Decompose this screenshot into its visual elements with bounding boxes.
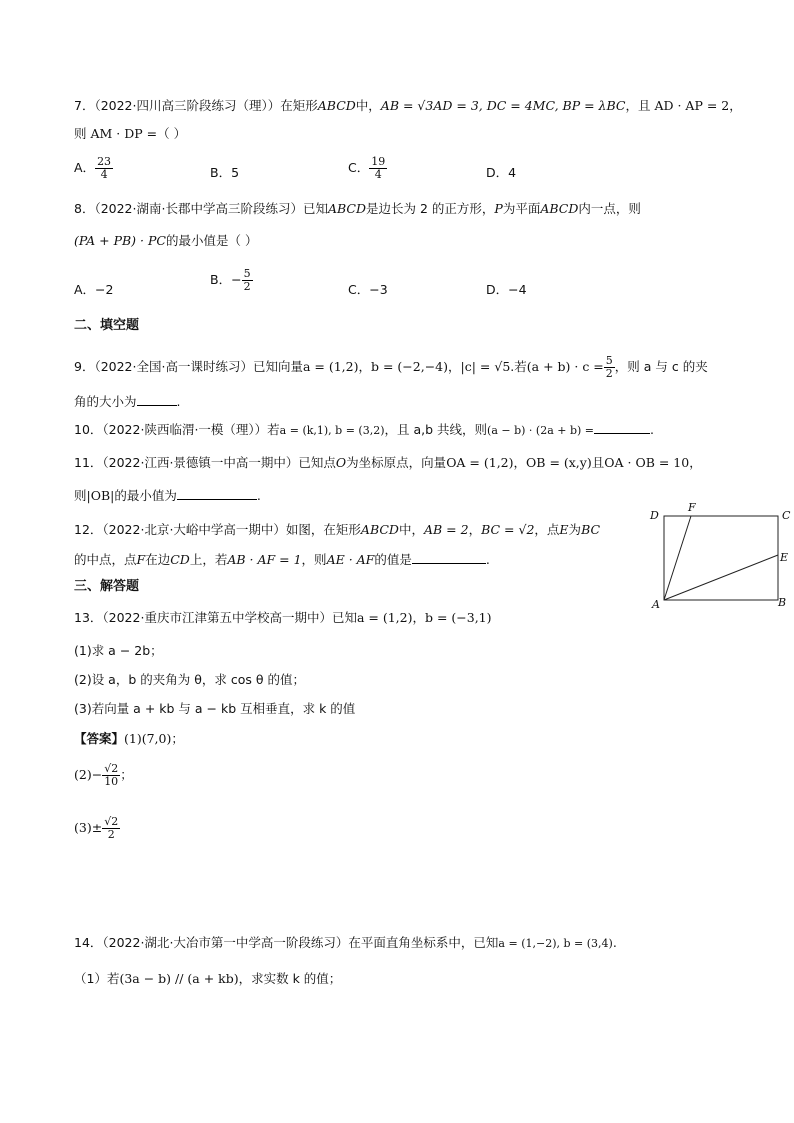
q8-rect2: ABCD [540,201,579,216]
q8-text1: 8．（2022·湖南·长郡中学高三阶段练习）已知 [74,201,328,216]
q10-text2: ，且 a,b 共线，则 [384,422,488,437]
q12-line2a: 的中点，点 [74,552,137,567]
q14-line1 [74,934,617,953]
q12-line2e: 的值是 [374,552,412,567]
q12-rect: ABCD [360,522,399,537]
q7-rect: ABCD [317,98,356,113]
q12-end: . [485,552,490,567]
q7-line2 [74,125,186,143]
q11-line1: 11．（2022·江西·景德镇一中高一期中）已知点O为坐标原点，向量OA = (1,2)，OB = (x,y)且OA · OB = 10， [74,455,702,470]
frac-den: 2 [605,367,613,380]
q7-option-c-label: C． [348,160,370,175]
frac-num: 19 [371,155,386,168]
answer-tag: 【答案】 [74,731,125,746]
q11-vector-oa: OA = (1,2) [446,455,514,470]
q13-answer-2 [74,763,133,788]
frac-num: 5 [243,267,251,280]
q11-line2 [74,487,261,505]
q12-bc: BC = √2 [481,522,535,537]
q12-line2b: 在边 [145,552,171,567]
q13-answer-1: (1)(7,0)； [124,731,184,746]
label-c: C [782,509,791,522]
q9-text2: .若 [510,359,527,374]
q14-end: . [612,935,617,950]
q12-text4: 为 [568,522,582,537]
q13-line1: 13．（2022·重庆市江津第五中学校高一期中）已知a = (1,2)，b = (−3,1) [74,610,492,625]
q7-line2-text: 则 AM · DP =（ ） [74,126,187,141]
q10-text1: 10．（2022·陕西临渭·一模（理））若 [74,422,280,437]
label-e: E [780,551,789,564]
section-solution-heading: 三、解答题 [74,579,140,594]
q7-option-c-frac [369,156,387,181]
q9-line2-text: 角的大小为 [74,394,137,409]
q7-source: 7．（2022·四川高三阶段练习（理））在矩形 [74,98,318,113]
q7-mid: 中， [355,98,381,113]
q11-vector-ob: OB = (x,y) [526,455,592,470]
q11-text3: 且 [591,455,605,470]
label-a: A [652,598,660,611]
q10-line [74,421,654,440]
q8-rect: ABCD [327,201,366,216]
q12-text2: 中， [398,522,424,537]
rect-abcd [664,516,778,600]
q12-line2c: 上，若 [189,552,228,567]
q12-line1: 12．（2022·北京·大峪中学高一期中）如图，在矩形ABCD中，AB = 2，BC = √2，点E为BC [74,522,601,537]
q10-end: . [650,422,655,437]
q12-ask: AE · AF [326,552,375,567]
q7-option-a-frac [95,156,113,181]
frac-den: 2 [102,828,120,841]
q8-line1 [74,200,641,218]
q8-option-b [210,268,253,293]
q9-answer-blank[interactable] [137,393,177,406]
q7-line1 [74,97,742,115]
frac-den: 4 [369,168,387,181]
q7-option-c [348,156,387,181]
q7-option-b: B．5 [210,165,240,180]
q14-part1 [74,970,341,988]
q12-answer-blank[interactable] [412,551,486,564]
q8-option-c: C．−3 [348,282,388,297]
q12-segment-bc: BC [581,522,601,537]
q7-option-d: D．4 [486,165,517,180]
q12-text1: 12．（2022·北京·大峪中学高一期中）如图，在矩形 [74,522,361,537]
q8-option-a: A．−2 [74,282,114,297]
segment-ae [664,555,778,600]
frac-den: 2 [243,280,251,293]
q12-segment-cd: CD [170,552,190,567]
q13-answer-3-prefix: (3)± [74,820,103,835]
frac-num: 5 [605,354,613,367]
q9-expression: (a + b) · c = [526,359,604,374]
q11-end: . [256,488,261,503]
q11-line2b: 的最小值为 [114,488,177,503]
q10-expression: (a − b) · (2a + b) = [487,424,595,437]
q8-ask: 的最小值是（ ） [165,233,258,248]
q12-line2 [74,551,490,569]
q8-text2: 是边长为 2 的正方形， [366,201,495,216]
q14-part1-expression: (3a − b) // (a + kb) [119,971,239,986]
q14-cond: a = (1,−2), b = (3,4) [498,937,613,950]
q11-text1: 11．（2022·江西·景德镇一中高一期中）已知点 [74,455,336,470]
q9-text1: 9．（2022·全国·高一课时练习）已知向量 [74,359,303,374]
q11-answer-blank[interactable] [177,487,257,500]
segment-af [664,516,691,600]
q12-cond: AB · AF = 1 [227,552,302,567]
section-fill-in-heading: 二、填空题 [74,318,140,333]
frac-num: √2 [104,815,119,828]
q8-point-p: P [494,201,503,216]
q11-point-o: O [335,455,347,470]
q8-option-d: D．−4 [486,282,527,297]
q8-option-b-frac [242,268,253,293]
q8-text3: 为平面 [502,201,541,216]
q7-option-a [74,156,113,181]
q13-answer-line [74,730,184,748]
q8-option-b-label: B．− [210,272,242,287]
q13-text1: 13．（2022·重庆市江津第五中学校高一期中）已知 [74,610,357,625]
q11-abs-ob: |OB| [86,488,115,503]
q13-part2: (2)设 a，b 的夹角为 θ，求 cos θ 的值； [74,672,305,687]
q12-line2d: ，则 [301,552,327,567]
q7-option-a-label: A． [74,160,96,175]
q8-line2 [74,232,257,250]
q13-answer-3-frac [102,816,120,841]
q9-norm-c: |c| = √5 [460,359,511,374]
q9-line2: 角的大小为 . [74,394,181,409]
q12-ab: AB = 2 [423,522,469,537]
q13-vector-a: a = (1,2) [356,610,413,625]
q11-dot: OA · OB = 10 [604,455,690,470]
q13-part1: (1)求 a − 2b； [74,643,163,658]
q10-answer-blank[interactable] [594,421,650,434]
q8-text4: 内一点，则 [578,201,641,216]
q14-text1: 14．（2022·湖北·大冶市第一中学高一阶段练习）在平面直角坐标系中，已知 [74,935,499,950]
label-b: B [778,596,787,609]
q14-part1-suffix: ，求实数 k 的值； [238,971,342,986]
label-f: F [688,501,696,514]
label-d: D [650,509,659,522]
q13-part3: (3)若向量 a + kb 与 a − kb 互相垂直，求 k 的值 [74,701,356,716]
frac-num: 23 [97,155,112,168]
q9-text3: ，则 a 与 c 的夹 [614,359,708,374]
q11-text2: 为坐标原点，向量 [346,455,447,470]
q13-answer-2-prefix: (2)− [74,767,103,782]
q13-vector-b: b = (−3,1) [424,610,492,625]
q12-rectangle-figure [648,500,794,612]
q14-part1-prefix: （1）若 [74,971,120,986]
q12-point-e: E [559,522,569,537]
q8-expression: (PA + PB) · PC [74,233,166,248]
frac-den: 4 [95,168,113,181]
q9-vector-b: b = (−2,−4) [371,359,449,374]
q9-vector-a: a = (1,2) [302,359,359,374]
q13-answer-2-frac [102,763,120,788]
q7-cond: AB = √3AD = 3, DC = 4MC, BP = λBC [380,98,626,113]
q13-answer-2-suffix: ； [120,767,133,782]
q7-tail: ，且 AD · AP = 2， [625,98,742,113]
q10-cond: a = (k,1), b = (3,2) [279,424,385,437]
frac-den: 10 [102,775,120,788]
q13-answer-3 [74,816,120,841]
q12-text3: ，点 [534,522,560,537]
q9-line1: 9．（2022·全国·高一课时练习）已知向量a = (1,2)，b = (−2,−4)，|c| = √5.若(a + b) · c = $\frac{5}{2}$ ，则 a 与 c 的夹 [74,354,708,380]
q11-line2-text: 则 [74,488,87,503]
q12-point-f: F [136,552,146,567]
frac-num: √2 [104,762,119,775]
q9-frac [604,355,615,380]
